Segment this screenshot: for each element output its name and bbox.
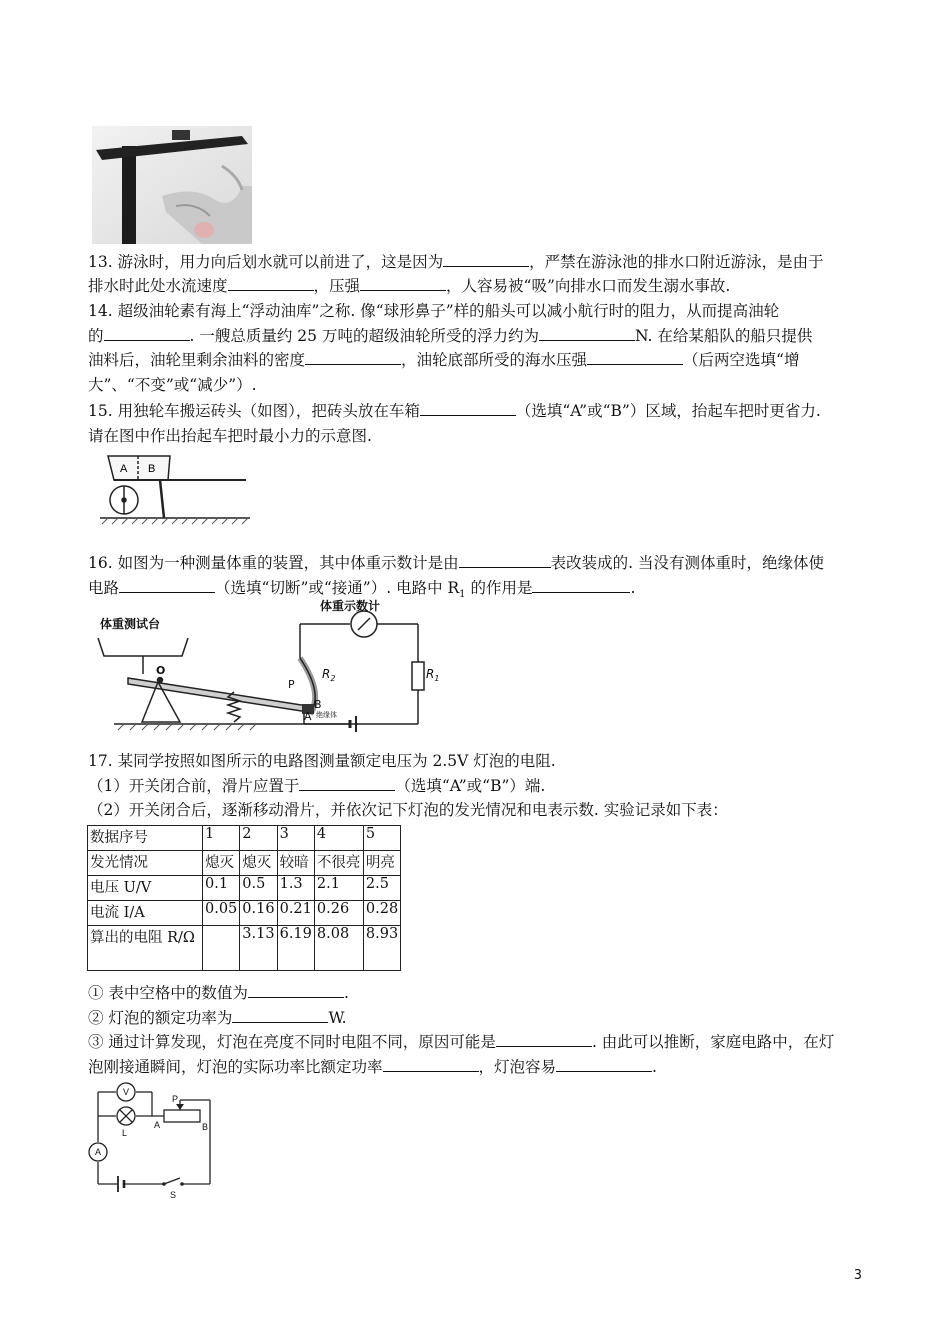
q14-blank-3[interactable] <box>305 350 401 365</box>
q15-blank-1[interactable] <box>420 401 516 416</box>
q13-blank-1[interactable] <box>443 252 529 267</box>
q14-line3: 油料后，油轮里剩余油料的密度 ，油轮底部所受的海水压强 （后两空选填“增 <box>88 351 800 369</box>
q16-weighing-figure <box>88 598 440 740</box>
table-cell: 电流 I/A <box>88 901 203 926</box>
q17-label-s: S <box>170 1190 177 1200</box>
table-cell: 算出的电阻 R/Ω <box>88 926 203 971</box>
table-cell: 2.1 <box>314 876 363 901</box>
q17-label-p: P <box>172 1094 179 1104</box>
table-row <box>88 876 401 901</box>
table-cell: 较暗 <box>277 851 314 876</box>
q16-label-o: O <box>156 664 166 677</box>
q17-blank-2[interactable] <box>248 983 344 998</box>
q16-blank-1[interactable] <box>459 553 551 568</box>
table-cell: 1 <box>203 826 240 851</box>
table-row <box>88 926 401 971</box>
table-cell: 3 <box>277 826 314 851</box>
table-cell: 0.1 <box>203 876 240 901</box>
q17-blank-1[interactable] <box>299 776 395 791</box>
q17-label-pa: A <box>154 1120 161 1130</box>
q15-label-a: A <box>120 463 128 475</box>
q13-line2: 排水时此处水流速度 ，压强 ，人容易被“吸”向排水口而发生溺水事故. <box>88 277 731 295</box>
q16-label-b: B <box>314 698 322 711</box>
q16-line2: 电路 （选填“切断”或“接通”）. 电路中 $R_1$ 的作用是 . <box>88 579 636 601</box>
q16-label-meter: 体重示数计 <box>320 599 381 613</box>
q16-label-a: A <box>304 710 312 723</box>
q15-label-b: B <box>148 463 156 475</box>
table-cell: 0.16 <box>240 901 277 926</box>
q15-line1: 15. 用独轮车搬运砖头（如图），把砖头放在车箱 （选填“A”或“B”）区域，抬起车把时更省力. <box>88 402 821 420</box>
q17-label-ammeter: A <box>95 1147 102 1157</box>
q14-blank-4[interactable] <box>587 350 683 365</box>
q14-line1: 14. 超级油轮素有海上“浮动油库”之称. 像“球形鼻子”样的船头可以减小航行时的阻力，从而提高油轮 <box>88 302 780 320</box>
q17-sub1: ① 表中空格中的数值为 . <box>88 984 349 1002</box>
table-cell: 8.08 <box>314 926 363 971</box>
table-cell: 熄灭 <box>240 851 277 876</box>
q17-line3: （2）开关闭合后，逐渐移动滑片，并依次记下灯泡的发光情况和电表示数. 实验记录如下表： <box>88 801 728 819</box>
q17-label-l: L <box>122 1128 128 1138</box>
table-cell: 0.5 <box>240 876 277 901</box>
table-cell: 6.19 <box>277 926 314 971</box>
page-number: 3 <box>853 1268 862 1283</box>
q17-blank-5[interactable] <box>383 1057 479 1072</box>
q16-blank-2[interactable] <box>119 578 215 593</box>
table-cell: 数据序号 <box>88 826 203 851</box>
q16-label-r2: $R_2$ <box>322 667 336 683</box>
table-cell: 不很亮 <box>314 851 363 876</box>
q16-label-r1: $R_1$ <box>426 667 440 683</box>
q17-sub3: ③ 通过计算发现，灯泡在亮度不同时电阻不同，原因可能是 . 由此可以推断，家庭电路中，在灯 <box>88 1033 835 1051</box>
q13-blank-3[interactable] <box>360 276 446 291</box>
table-cell: 1.3 <box>277 876 314 901</box>
q16-label-insulator: 绝缘体 <box>316 711 337 719</box>
table-cell: 8.93 <box>363 926 400 971</box>
table-row <box>88 901 401 926</box>
q14-line2: 的 . 一艘总质量约 25 万吨的超级油轮所受的浮力约为 N. 在给某船队的船只提供 <box>88 327 813 345</box>
q17-label-v: V <box>123 1087 130 1097</box>
table-cell: 0.05 <box>203 901 240 926</box>
q15-wheelbarrow-figure <box>96 450 252 534</box>
q14-blank-1[interactable] <box>104 326 190 341</box>
table-cell: 电压 U/V <box>88 876 203 901</box>
q16-label-platform: 体重测试台 <box>100 617 161 631</box>
table-cell: 3.13 <box>240 926 277 971</box>
q16-line1: 16. 如图为一种测量体重的装置，其中体重示数计是由 表改装成的. 当没有测体重时，绝缘体使 <box>88 554 824 572</box>
q17-blank-4[interactable] <box>496 1032 592 1047</box>
table-cell: 0.21 <box>277 901 314 926</box>
table-cell: 0.26 <box>314 901 363 926</box>
q13-line1: 13. 游泳时，用力向后划水就可以前进了，这是因为 ，严禁在游泳池的排水口附近游泳，是由于 <box>88 253 824 271</box>
table-cell: 发光情况 <box>88 851 203 876</box>
table-cell: 2 <box>240 826 277 851</box>
q17-sub4: 泡刚接通瞬间，灯泡的实际功率比额定功率 ，灯泡容易 . <box>88 1058 657 1076</box>
table-row <box>88 826 401 851</box>
q13-blank-2[interactable] <box>228 276 314 291</box>
q17-blank-6[interactable] <box>556 1057 652 1072</box>
table-cell: 2.5 <box>363 876 400 901</box>
q17-data-table <box>87 825 401 971</box>
q17-line2: （1）开关闭合前，滑片应置于 （选填“A”或“B”）端. <box>88 777 546 795</box>
table-cell: 熄灭 <box>203 851 240 876</box>
table-cell: 明亮 <box>363 851 400 876</box>
q17-sub2: ② 灯泡的额定功率为 W. <box>88 1009 347 1027</box>
q12-photo <box>92 126 252 244</box>
q14-line4: 大”、“不变”或“减少”）. <box>88 376 257 394</box>
table-cell: 4 <box>314 826 363 851</box>
q15-line2: 请在图中作出抬起车把时最小力的示意图. <box>88 427 372 445</box>
q17-blank-3[interactable] <box>232 1008 328 1023</box>
table-cell <box>203 926 240 971</box>
q17-line1: 17. 某同学按照如图所示的电路图测量额定电压为 2.5V 灯泡的电阻. <box>88 752 556 770</box>
q16-r1-subscript: 1 <box>459 589 466 601</box>
q14-blank-2[interactable] <box>539 326 635 341</box>
q17-label-pb: B <box>202 1122 209 1132</box>
table-cell: 0.28 <box>363 901 400 926</box>
q16-blank-3[interactable] <box>532 578 630 593</box>
table-cell: 5 <box>363 826 400 851</box>
q17-circuit-figure <box>80 1080 220 1204</box>
q16-label-p: P <box>288 678 295 691</box>
table-row <box>88 851 401 876</box>
